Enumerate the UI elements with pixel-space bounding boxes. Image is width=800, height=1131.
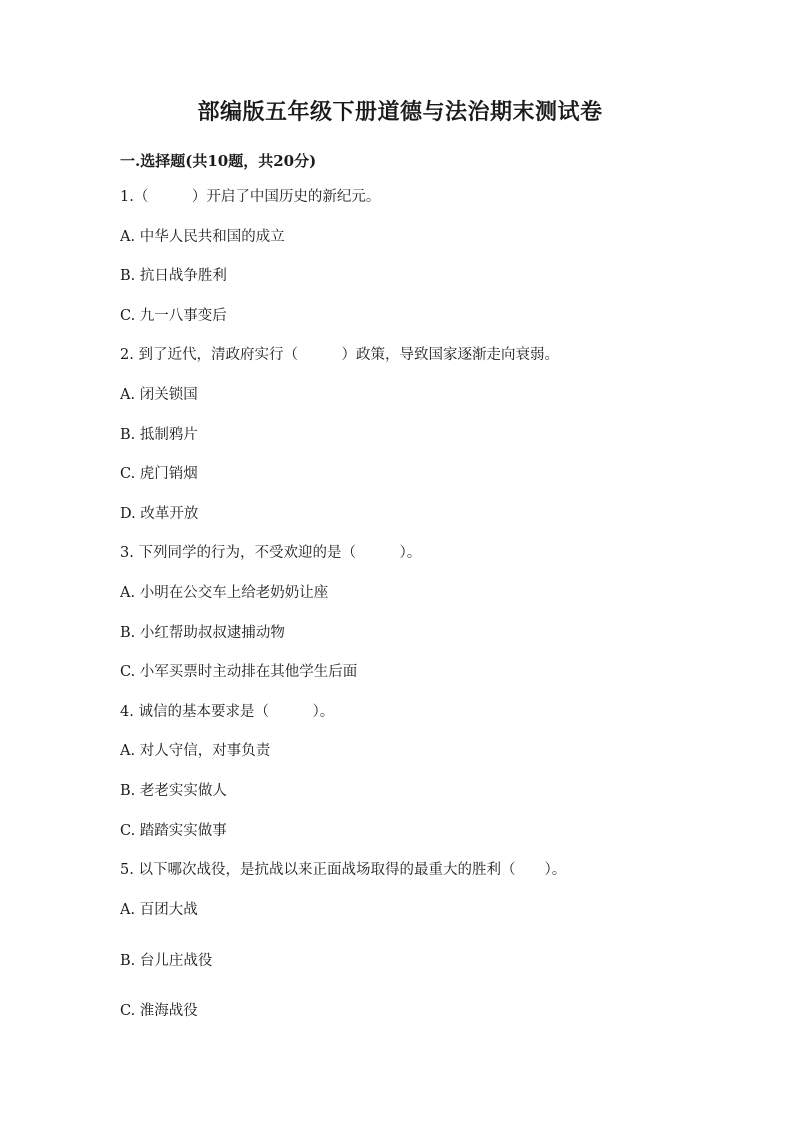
question-5-option-b: B. 台儿庄战役	[120, 953, 213, 969]
question-4-option-a: A. 对人守信，对事负责	[120, 743, 271, 759]
question-2-option-b: B. 抵制鸦片	[120, 427, 198, 443]
question-1-option-c: C. 九一八事变后	[120, 308, 227, 324]
question-2-option-a: A. 闭关锁国	[120, 387, 198, 403]
question-3-option-b: B. 小红帮助叔叔逮捕动物	[120, 625, 285, 641]
section-heading: 一.选择题(共10题，共20分)	[120, 152, 317, 170]
page-title: 部编版五年级下册道德与法治期末测试卷	[197, 99, 603, 125]
question-4-option-b: B. 老老实实做人	[120, 783, 227, 799]
question-4-option-c: C. 踏踏实实做事	[120, 823, 227, 839]
question-5-option-a: A. 百团大战	[120, 902, 198, 918]
question-1-option-a: A. 中华人民共和国的成立	[120, 229, 285, 245]
question-1-stem: 1.（ ）开启了中国历史的新纪元。	[120, 189, 381, 205]
question-1-option-b: B. 抗日战争胜利	[120, 268, 227, 284]
question-3-option-a: A. 小明在公交车上给老奶奶让座	[120, 585, 329, 601]
question-3-option-c: C. 小军买票时主动排在其他学生后面	[120, 664, 358, 680]
question-2-option-d: D. 改革开放	[120, 506, 199, 522]
question-3-stem: 3. 下列同学的行为，不受欢迎的是（ ）。	[120, 545, 422, 561]
question-4-stem: 4. 诚信的基本要求是（ ）。	[120, 704, 335, 720]
question-5-stem: 5. 以下哪次战役，是抗战以来正面战场取得的最重大的胜利（ ）。	[120, 862, 567, 878]
question-5-option-c: C. 淮海战役	[120, 1003, 198, 1019]
question-2-option-c: C. 虎门销烟	[120, 466, 198, 482]
question-2-stem: 2. 到了近代，清政府实行（ ）政策，导致国家逐渐走向衰弱。	[120, 347, 559, 363]
